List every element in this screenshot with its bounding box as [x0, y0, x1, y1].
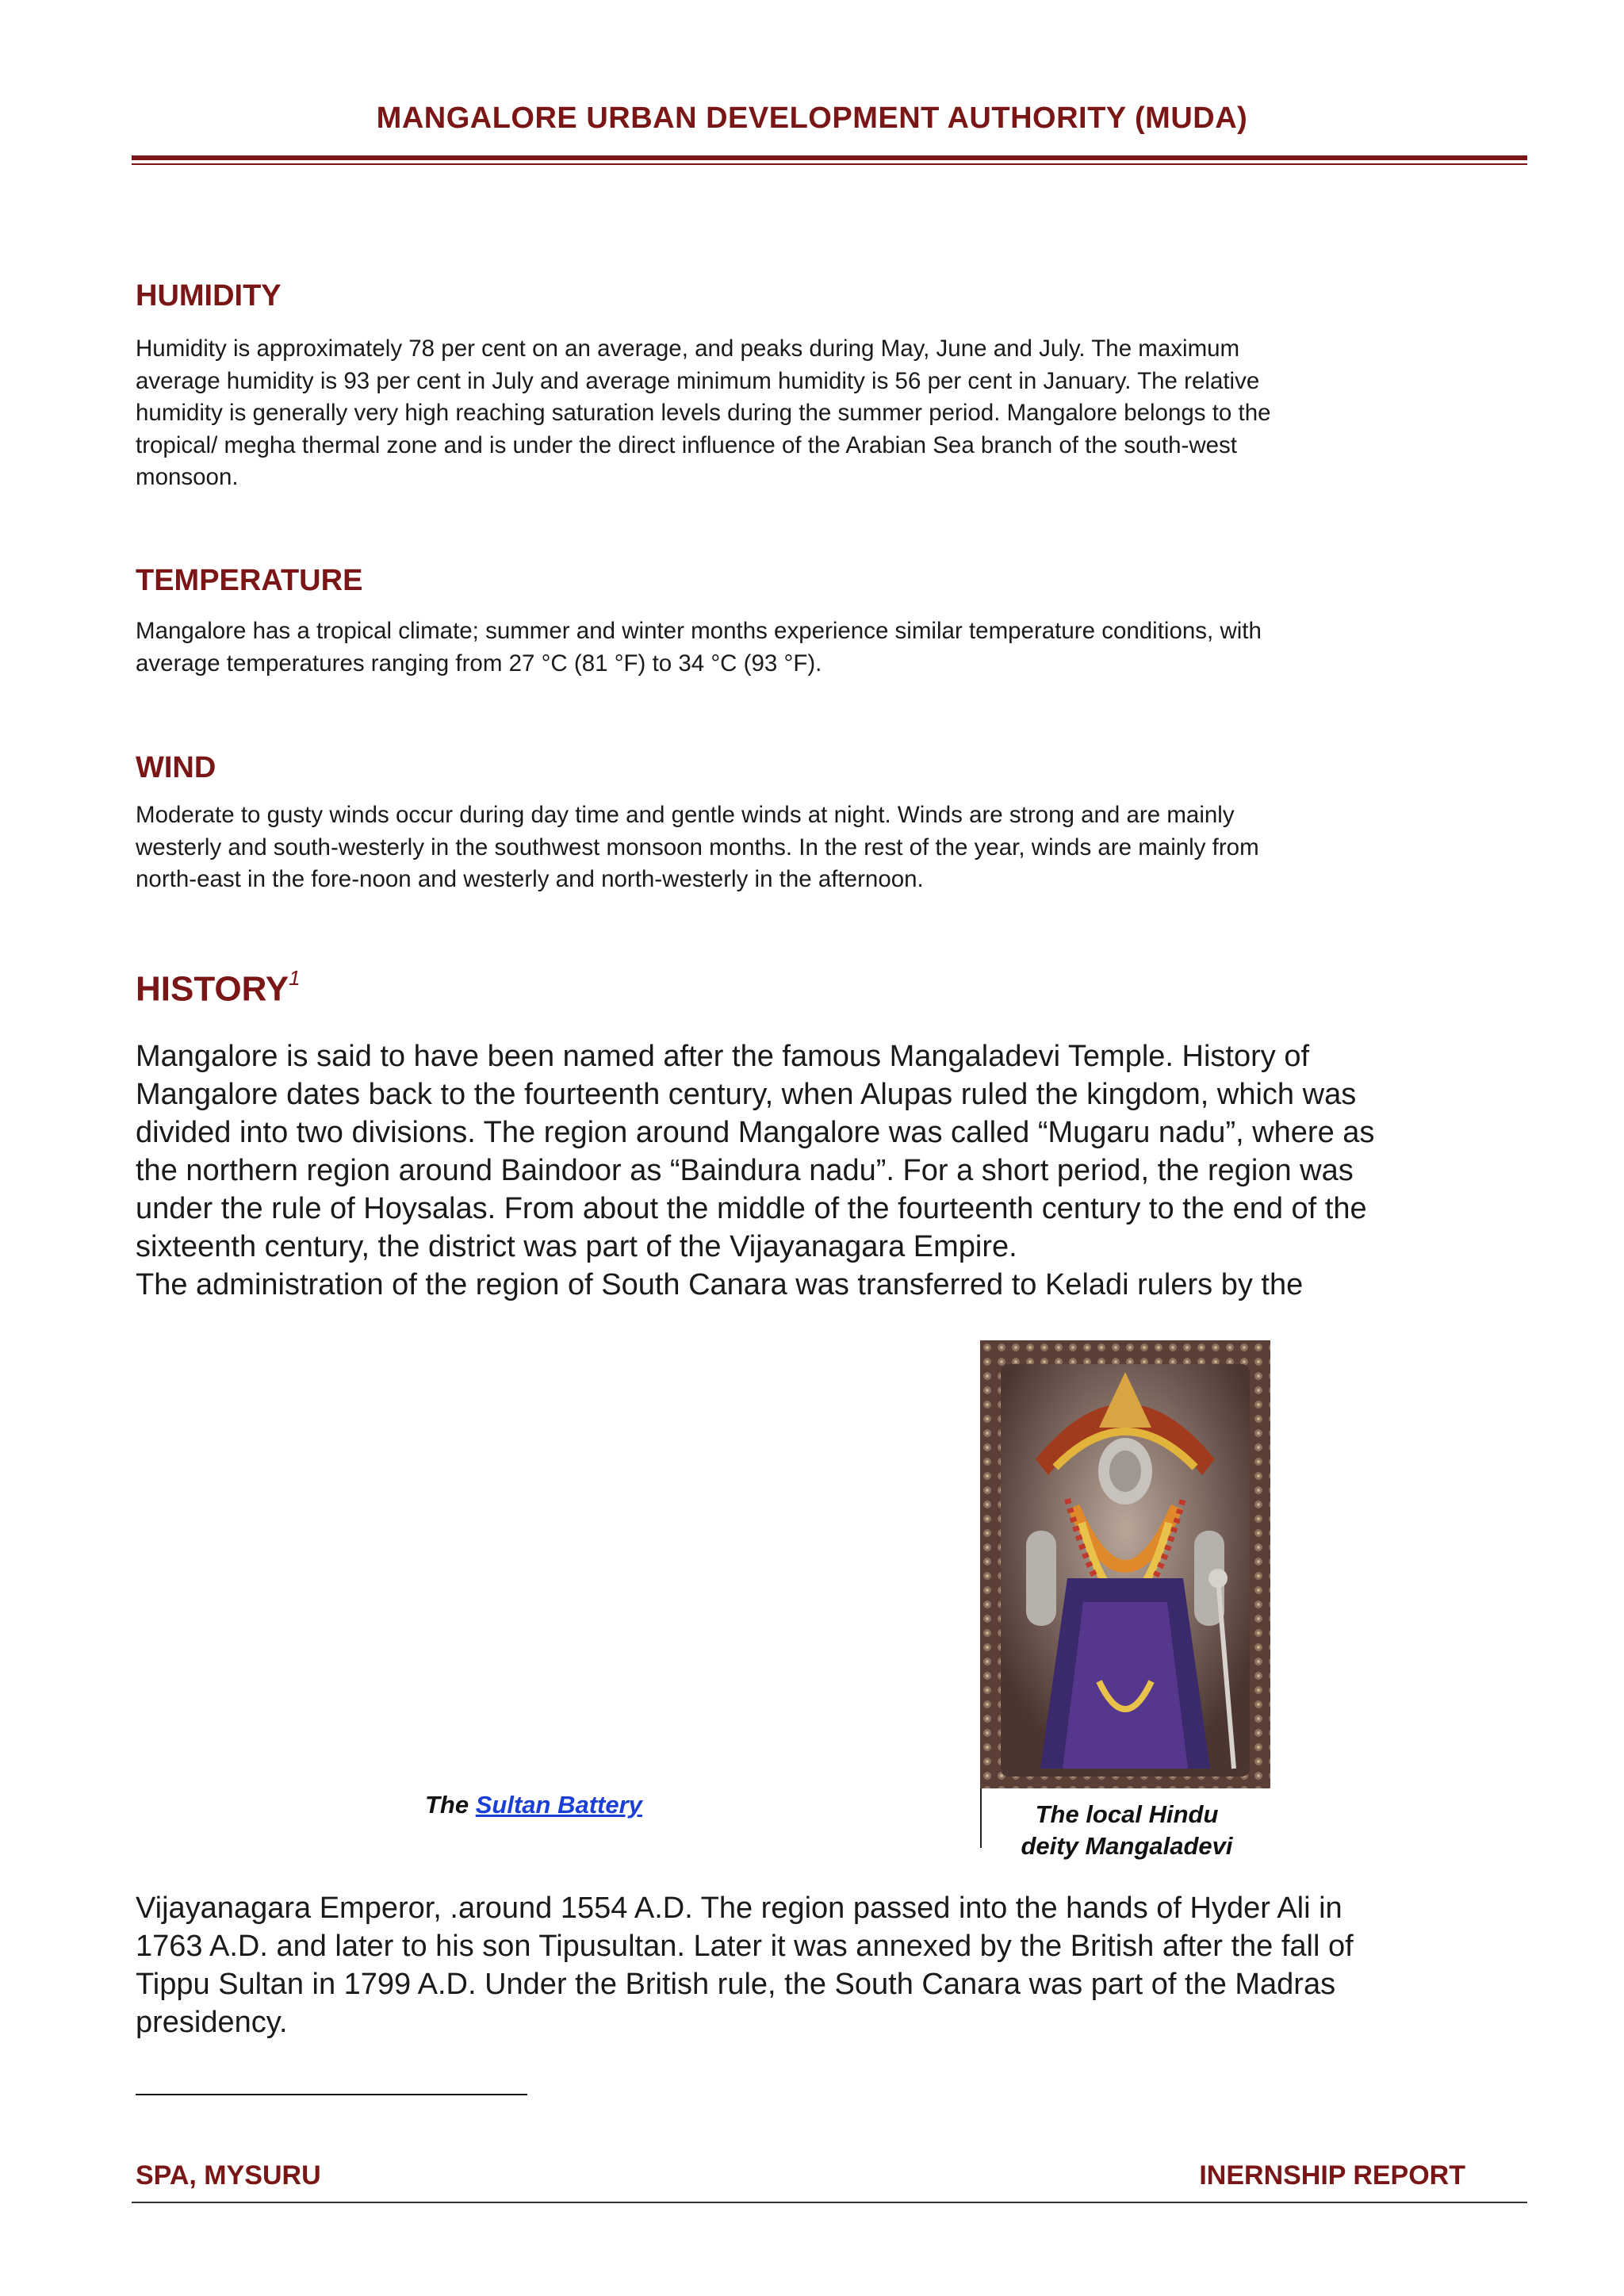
mangaladevi-caption: [996, 1799, 1258, 1862]
humidity-line: tropical/ megha thermal zone and is under the direct influence of the Arabian Sea branch of the south-west: [136, 431, 1237, 458]
history-line: The administration of the region of South Canara was transferred to Keladi rulers by the: [136, 1268, 1304, 1301]
temperature-line: average temperatures ranging from 27 °C (81 °F) to 34 °C (93 °F).: [136, 650, 822, 677]
wind-line: north-east in the fore-noon and westerly and north-westerly in the afternoon.: [136, 866, 924, 892]
header-rule-thin: [132, 163, 1527, 165]
sultan-battery-caption: [425, 1791, 642, 1819]
mangaladevi-illustration: [980, 1340, 1270, 1788]
history-continued-line: Tippu Sultan in 1799 A.D. Under the British rule, the South Canara was part of the Madras: [136, 1968, 1336, 2001]
mangaladevi-caption-line: The local Hindu: [1035, 1800, 1219, 1828]
wind-paragraph: [136, 799, 1484, 896]
wind-heading: WIND: [136, 751, 216, 784]
humidity-line: Humidity is approximately 78 per cent on an average, and peaks during May, June and July. The maximum: [136, 335, 1240, 362]
history-continued-line: 1763 A.D. and later to his son Tipusultan. Later it was annexed by the British after the fall of: [136, 1930, 1354, 1963]
sultan-battery-link[interactable]: Sultan Battery: [475, 1791, 642, 1819]
temperature-line: Mangalore has a tropical climate; summer and winter months experience similar temperature conditions, with: [136, 618, 1262, 644]
history-line: sixteenth century, the district was part of the Vijayanagara Empire.: [136, 1230, 1017, 1263]
humidity-line: humidity is generally very high reaching saturation levels during the summer period. Mangalore belongs to the: [136, 400, 1271, 426]
header-rule-thick: [132, 155, 1527, 160]
history-line: under the rule of Hoysalas. From about the middle of the fourteenth century to the end of the: [136, 1192, 1367, 1225]
footer-rule: [132, 2202, 1527, 2203]
history-heading: [136, 966, 301, 1010]
history-line: Mangalore is said to have been named after the famous Mangaladevi Temple. History of: [136, 1040, 1310, 1073]
history-continued-paragraph: [136, 1889, 1500, 2041]
history-line: Mangalore dates back to the fourteenth century, when Alupas ruled the kingdom, which was: [136, 1078, 1357, 1111]
footnote-marker[interactable]: 1: [289, 966, 301, 990]
footer-left-label: SPA, MYSURU: [136, 2160, 321, 2191]
wind-line: Moderate to gusty winds occur during day time and gentle winds at night. Winds are strong and are mainly: [136, 802, 1235, 828]
temperature-heading: TEMPERATURE: [136, 564, 363, 597]
humidity-line: monsoon.: [136, 464, 239, 490]
history-continued-line: presidency.: [136, 2006, 288, 2039]
mangaladevi-photo: [980, 1340, 1270, 1788]
history-paragraph: [136, 1037, 1500, 1304]
humidity-line: average humidity is 93 per cent in July and average minimum humidity is 56 per cent in January. The relative: [136, 367, 1260, 394]
history-line: divided into two divisions. The region around Mangalore was called “Mugaru nadu”, where as: [136, 1116, 1375, 1149]
mangaladevi-caption-line: deity Mangaladevi: [1021, 1832, 1233, 1860]
humidity-heading: HUMIDITY: [136, 279, 282, 312]
wind-line: westerly and south-westerly in the southwest monsoon months. In the rest of the year, winds are mainly from: [136, 834, 1259, 861]
footer-right-label: INERNSHIP REPORT: [1199, 2160, 1465, 2191]
history-heading-text: HISTORY: [136, 969, 289, 1009]
temperature-paragraph: [136, 615, 1484, 680]
sultan-battery-caption-prefix: The: [425, 1791, 476, 1819]
footnote-separator: [136, 2094, 527, 2095]
history-continued-line: Vijayanagara Emperor, .around 1554 A.D. The region passed into the hands of Hyder Ali in: [136, 1892, 1342, 1925]
humidity-paragraph: [136, 333, 1484, 494]
document-header-title: MANGALORE URBAN DEVELOPMENT AUTHORITY (MUDA): [376, 102, 1248, 135]
history-line: the northern region around Baindoor as “Baindura nadu”. For a short period, the region was: [136, 1154, 1354, 1187]
figure-caption-divider: [980, 1788, 982, 1848]
